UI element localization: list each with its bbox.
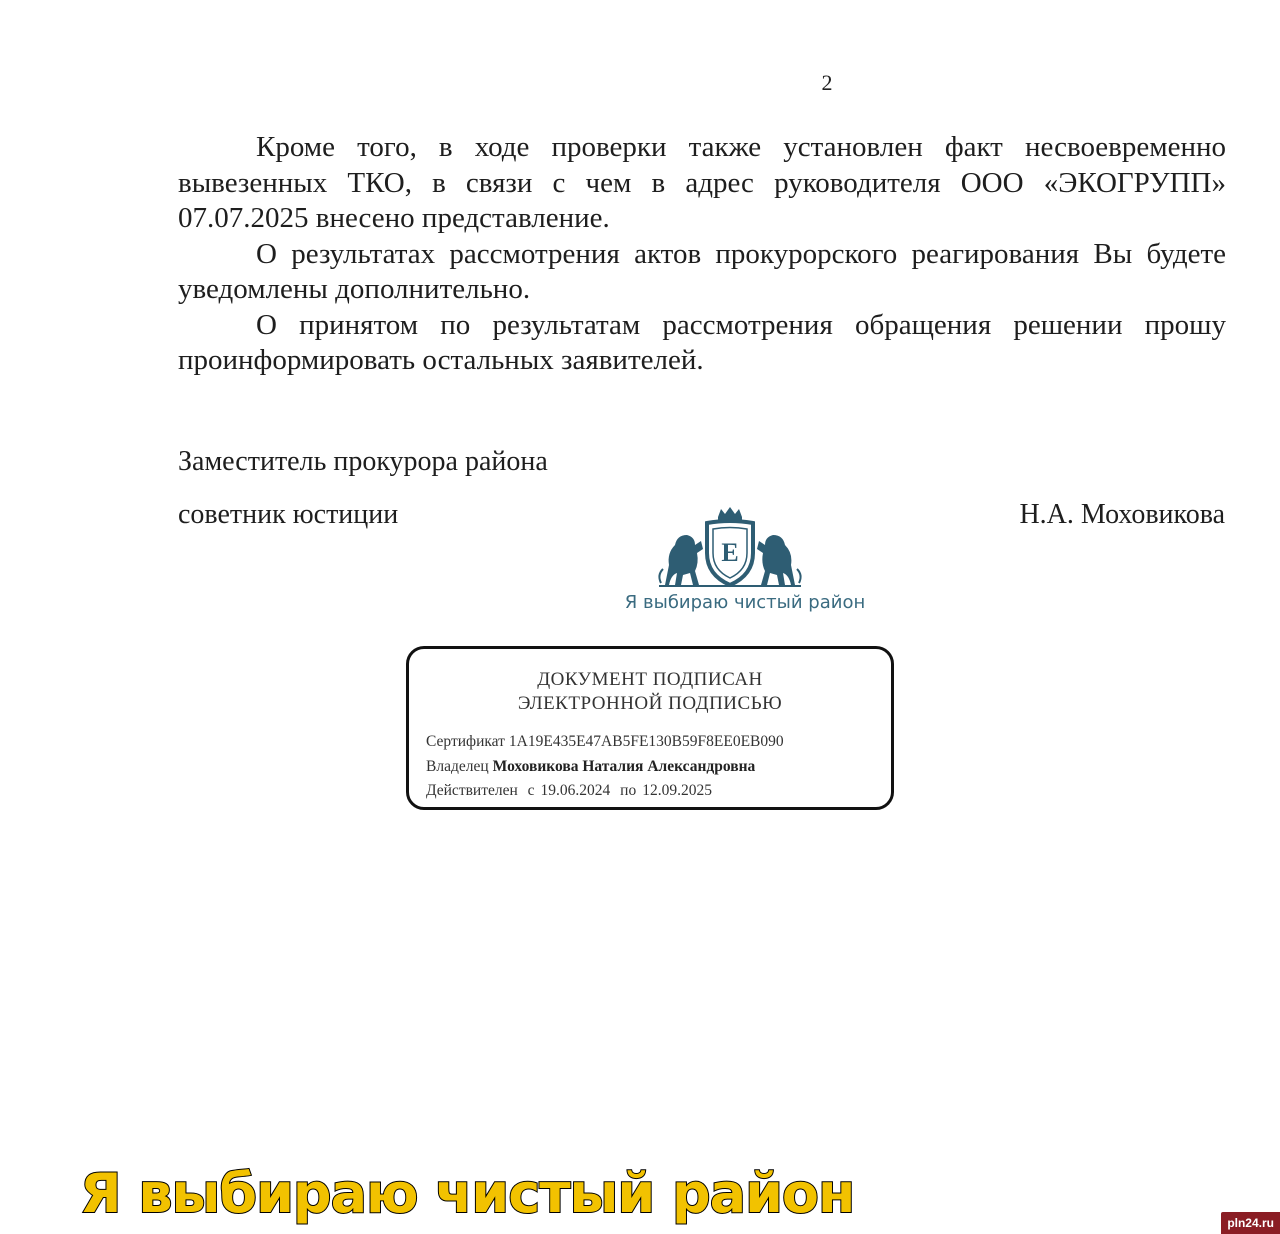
stamp-heading-line1: ДОКУМЕНТ ПОДПИСАН	[537, 669, 763, 690]
valid-from-label: с	[527, 782, 535, 799]
cert-label: Сертификат	[426, 733, 505, 750]
site-watermark[interactable]: pln24.ru	[1221, 1212, 1280, 1234]
valid-label: Действителен	[426, 782, 518, 799]
valid-from: 19.06.2024	[540, 782, 611, 799]
paragraph-3: О принятом по результатам рассмотрения обращения решении прошу проинформировать остальных заявителей.	[178, 308, 1226, 376]
stamp-owner-row	[426, 758, 755, 776]
electronic-signature-stamp	[406, 646, 894, 810]
crest-lions-icon	[655, 505, 805, 590]
paragraph-1: Кроме того, в ходе проверки также установлен факт несвоевременно вывезенных ТКО, в связи с чем в адрес руководителя ООО «ЭКОГРУПП» 07.07.2025 внесено представление.	[178, 131, 1226, 234]
valid-to: 12.09.2025	[642, 782, 712, 799]
stamp-certificate-row	[426, 733, 784, 751]
owner-value: Моховикова Наталия Александровна	[492, 758, 756, 775]
logo-caption: Я выбираю чистый район	[624, 592, 866, 613]
signature-position: Заместитель прокурора района	[178, 446, 548, 477]
page-number: 2	[821, 70, 833, 95]
signature-rank: советник юстиции	[178, 499, 399, 530]
letter-body	[178, 130, 1226, 379]
logo-letter: E	[721, 538, 739, 567]
stamp-validity-row	[426, 782, 712, 800]
cert-value: 1A19E435E47AB5FE130B59F8EE0EB090	[508, 733, 784, 750]
stamp-heading-line2: ЭЛЕКТРОННОЙ ПОДПИСЬЮ	[517, 693, 783, 714]
slogan-overlay: Я выбираю чистый район	[80, 1162, 855, 1225]
owner-label: Владелец	[426, 758, 489, 775]
paragraph-2: О результатах рассмотрения актов прокурорского реагирования Вы будете уведомлены дополнительно.	[178, 237, 1226, 305]
signature-name: Н.А. Моховикова	[1019, 499, 1225, 530]
valid-to-label: по	[620, 782, 637, 799]
